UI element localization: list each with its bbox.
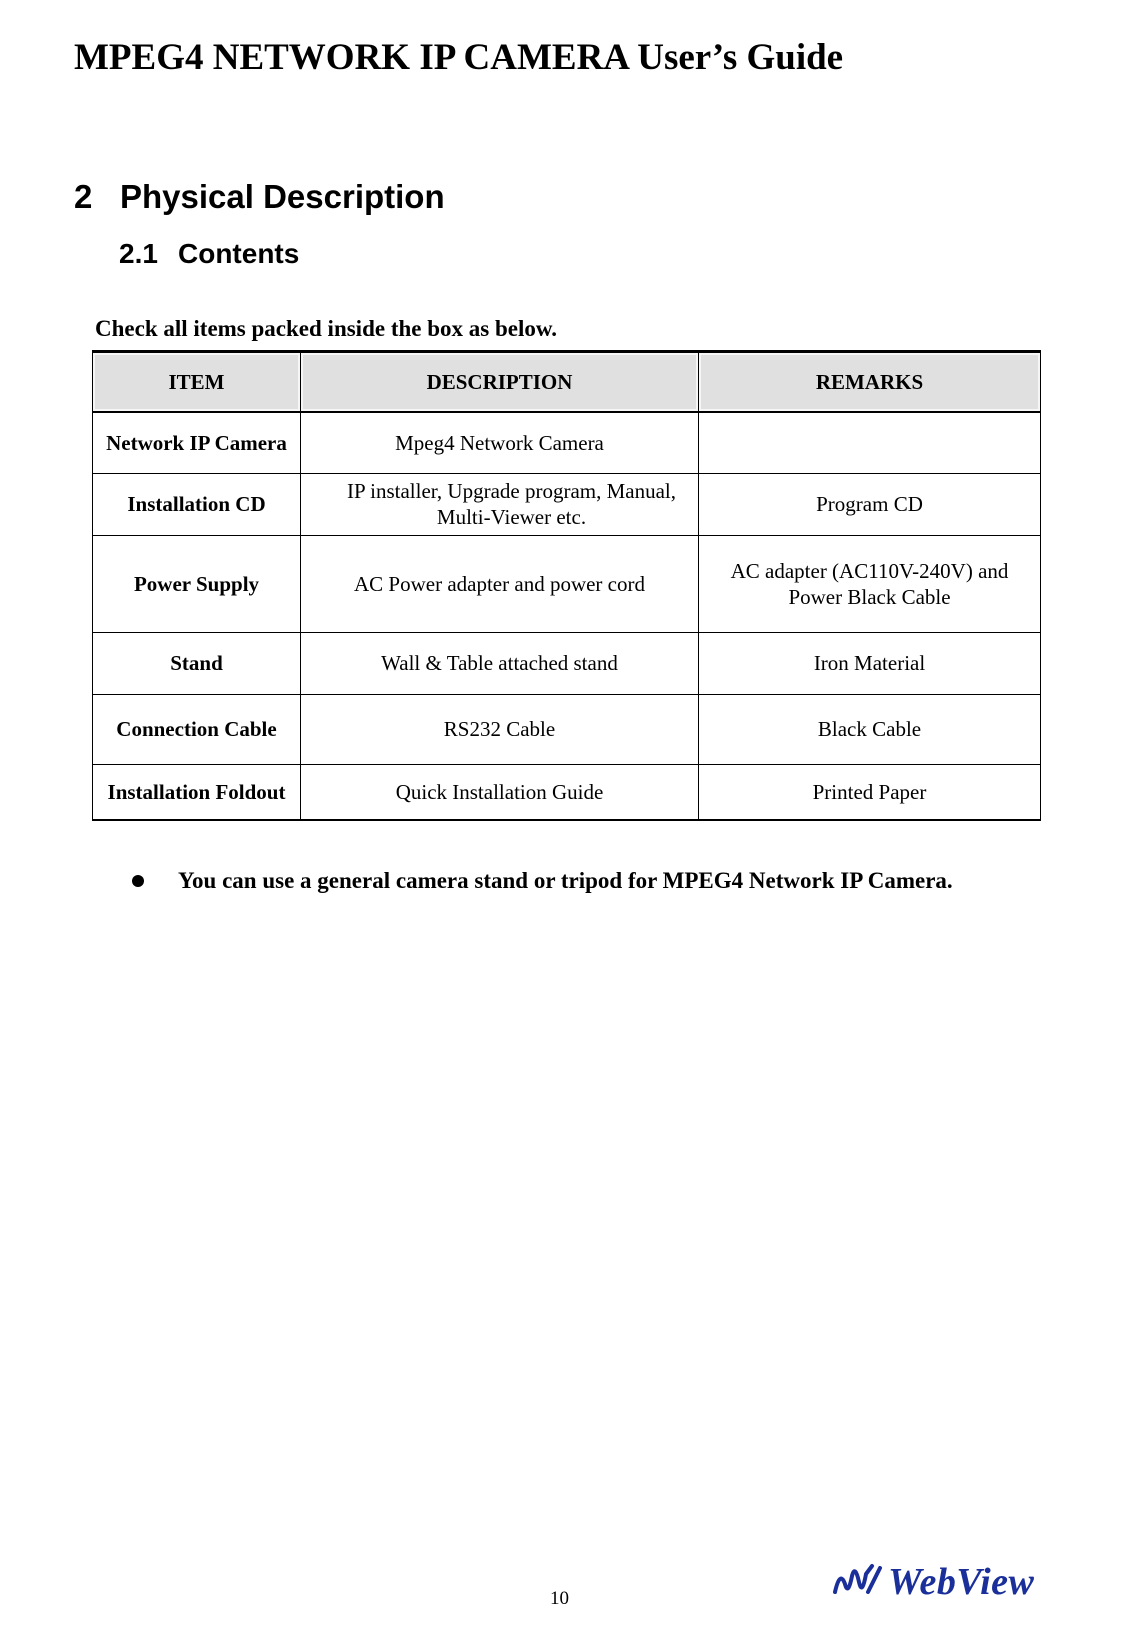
webview-logo bbox=[832, 1560, 1034, 1604]
description-cell: AC Power adapter and power cord bbox=[301, 535, 699, 632]
note-bullet-item bbox=[132, 868, 953, 894]
section-heading bbox=[74, 178, 445, 216]
description-cell: Quick Installation Guide bbox=[301, 764, 699, 820]
item-cell: Installation Foldout bbox=[93, 764, 301, 820]
subsection-number: 2.1 bbox=[119, 238, 158, 269]
description-cell: Mpeg4 Network Camera bbox=[301, 412, 699, 473]
remarks-cell: Black Cable bbox=[699, 694, 1041, 764]
remarks-cell: Iron Material bbox=[699, 632, 1041, 694]
description-cell: RS232 Cable bbox=[301, 694, 699, 764]
table-row bbox=[93, 764, 1041, 820]
remarks-cell: AC adapter (AC110V-240V) and Power Black Cable bbox=[699, 535, 1041, 632]
section-number: 2 bbox=[74, 178, 93, 215]
item-cell: Connection Cable bbox=[93, 694, 301, 764]
webview-logo-icon bbox=[832, 1562, 884, 1602]
logo-text: WebView bbox=[888, 1561, 1035, 1603]
table-row bbox=[93, 632, 1041, 694]
header-description: DESCRIPTION bbox=[301, 352, 699, 413]
header-item: ITEM bbox=[93, 352, 301, 413]
subsection-heading bbox=[119, 238, 299, 270]
header-remarks: REMARKS bbox=[699, 352, 1041, 413]
table-row bbox=[93, 412, 1041, 473]
table-row bbox=[93, 694, 1041, 764]
table-row bbox=[93, 535, 1041, 632]
item-cell: Stand bbox=[93, 632, 301, 694]
remarks-cell: Printed Paper bbox=[699, 764, 1041, 820]
table-header-row bbox=[93, 352, 1041, 413]
description-cell: Wall & Table attached stand bbox=[301, 632, 699, 694]
intro-text: Check all items packed inside the box as below. bbox=[95, 316, 557, 341]
document-header: MPEG4 NETWORK IP CAMERA User’s Guide bbox=[74, 37, 844, 78]
page-number: 10 bbox=[550, 1588, 569, 1609]
contents-table bbox=[92, 350, 1041, 821]
item-cell: Network IP Camera bbox=[93, 412, 301, 473]
note-text: You can use a general camera stand or tripod for MPEG4 Network IP Camera. bbox=[178, 868, 953, 893]
bullet-icon bbox=[132, 875, 144, 887]
remarks-cell bbox=[699, 412, 1041, 473]
item-cell: Power Supply bbox=[93, 535, 301, 632]
table-row bbox=[93, 473, 1041, 535]
item-cell: Installation CD bbox=[93, 473, 301, 535]
remarks-cell: Program CD bbox=[699, 473, 1041, 535]
description-cell: IP installer, Upgrade program, Manual, Multi-Viewer etc. bbox=[301, 473, 699, 535]
subsection-title: Contents bbox=[178, 238, 300, 269]
section-title: Physical Description bbox=[120, 178, 445, 215]
